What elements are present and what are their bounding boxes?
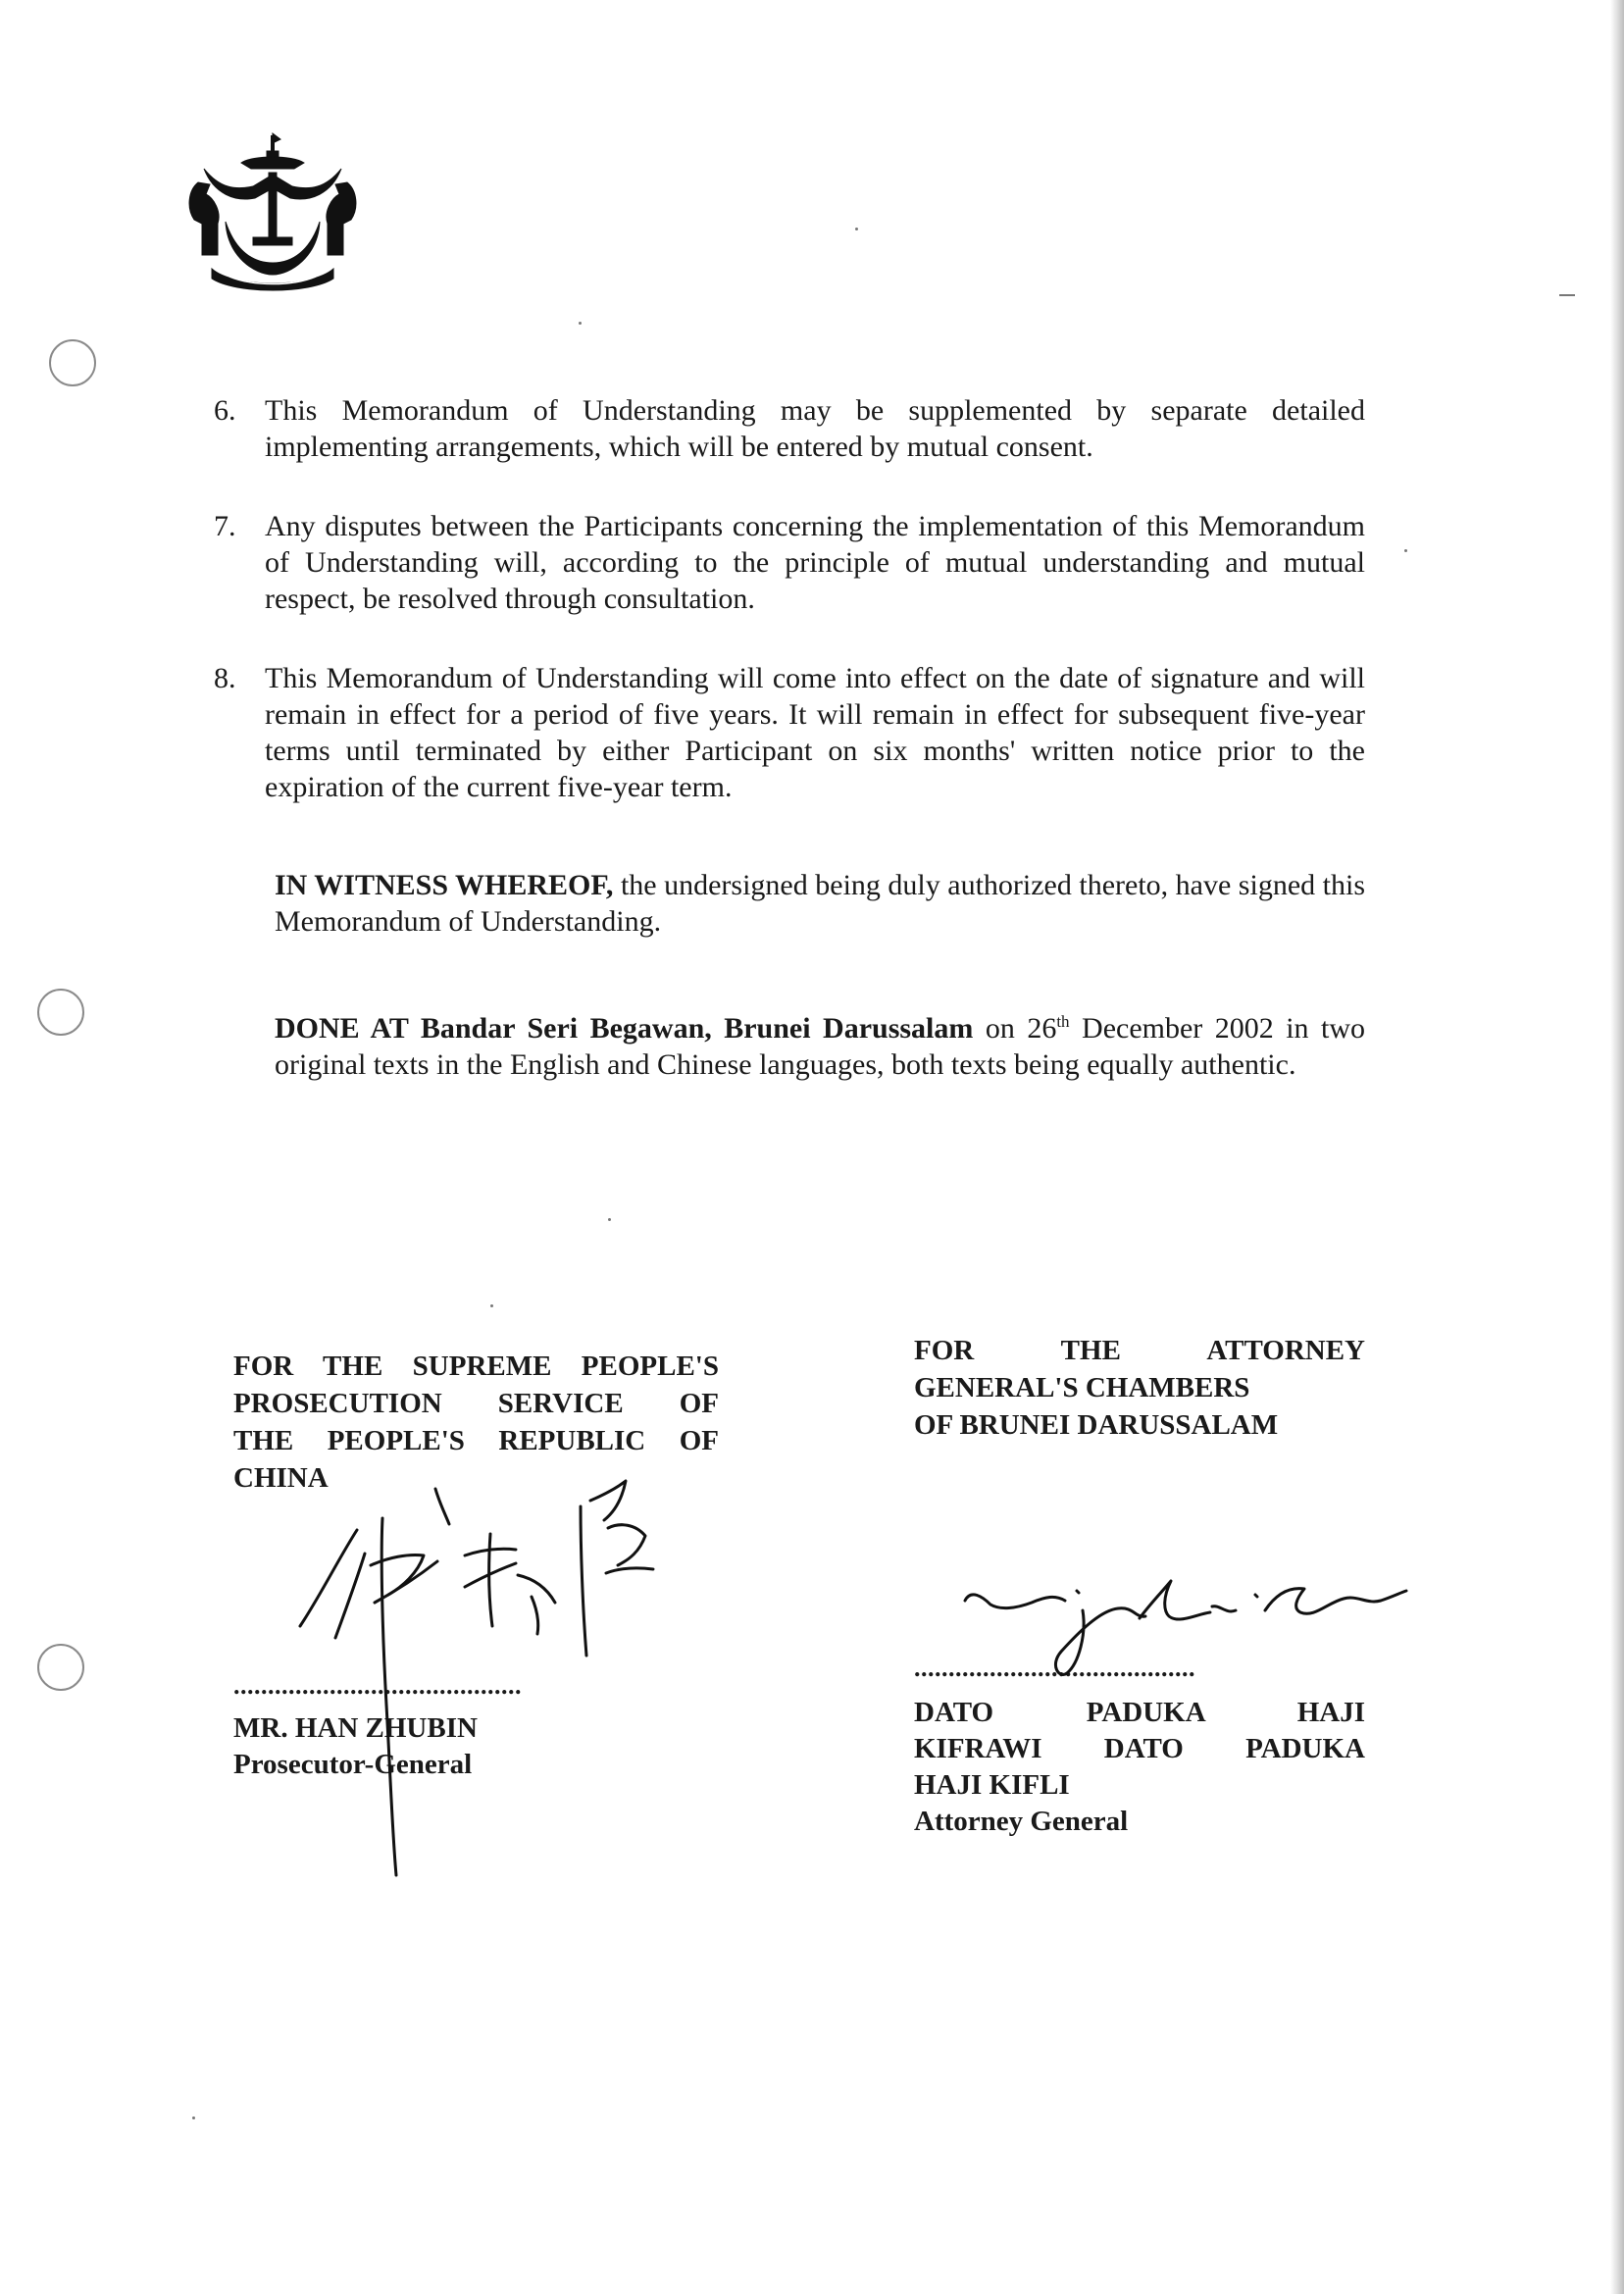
done-at-lead: DONE AT Bandar Seri Begawan, Brunei Darussalam [275,1012,974,1045]
clause-list [214,392,1365,848]
clause-text: This Memorandum of Understanding may be supplemented by separate detailed implementing arrangements, which will be entered by mutual consent. [265,394,1365,463]
china-signature-line: .......................................... [233,1671,522,1700]
signer-name: MR. HAN ZHUBIN [233,1712,478,1744]
brunei-signer [914,1695,1365,1840]
done-at-date: on 26 [973,1012,1057,1045]
clause-item [214,392,1365,465]
party-heading-line: FOR THE ATTORNEY [914,1335,1365,1366]
scan-speck [1404,549,1407,552]
clause-item [214,660,1365,805]
scan-speck [608,1218,611,1221]
brunei-state-crest-icon [184,129,363,294]
scan-speck [490,1304,493,1307]
witness-text: the undersigned being duly authorized thereto, have signed this Memorandum of Understanding. [275,869,1365,938]
scan-speck [855,228,858,230]
punch-hole [37,989,84,1036]
clause-number: 6. [214,394,236,427]
party-heading-line: THE PEOPLE'S REPUBLIC OF [233,1425,719,1456]
punch-hole [49,339,96,386]
brunei-party-heading [914,1332,1365,1444]
kifrawi-signature [961,1575,1408,1679]
clause-item [214,508,1365,617]
witness-lead: IN WITNESS WHEREOF, [275,869,614,901]
clause-text: This Memorandum of Understanding will come into effect on the date of signature and will remain in effect for a period of five years. It will remain in effect for subsequent five-year terms until terminated by either Participant on six months' written notice prior to the expiration of the current five-year term. [265,662,1365,803]
han-zhubin-signature [280,1459,673,1881]
party-heading-line: FOR THE SUPREME PEOPLE'S [233,1351,719,1382]
scan-speck [579,322,582,325]
done-at-paragraph [275,1010,1365,1083]
party-heading-line: GENERAL'S CHAMBERS [914,1372,1250,1403]
clause-text: Any disputes between the Participants concerning the implementation of this Memorandum of Understanding will, according to the principle of mutual understanding and mutual respect, be resolved through consultation. [265,510,1365,615]
witness-paragraph [275,867,1365,940]
punch-hole [37,1644,84,1691]
done-at-text: December 2002 in two original texts in the English and Chinese languages, both texts being equally authentic. [275,1012,1366,1081]
signer-title: Prosecutor-General [233,1749,473,1780]
date-suffix: th [1056,1012,1070,1031]
signer-name-line: HAJI KIFLI [914,1769,1070,1801]
party-heading-line: PROSECUTION SERVICE OF [233,1388,719,1419]
party-heading-line: CHINA [233,1462,329,1494]
clause-number: 8. [214,662,236,694]
signer-name-line: KIFRAWI DATO PADUKA [914,1733,1365,1764]
brunei-signature-line: ......................................... [914,1654,1195,1682]
party-heading-line: OF BRUNEI DARUSSALAM [914,1409,1279,1441]
signer-name-line: DATO PADUKA HAJI [914,1697,1365,1728]
signer-title: Attorney General [914,1806,1129,1837]
scan-edge-shadow [1610,0,1624,2294]
scan-mark [1559,294,1575,296]
scan-speck [192,2116,195,2119]
clause-number: 7. [214,510,236,542]
